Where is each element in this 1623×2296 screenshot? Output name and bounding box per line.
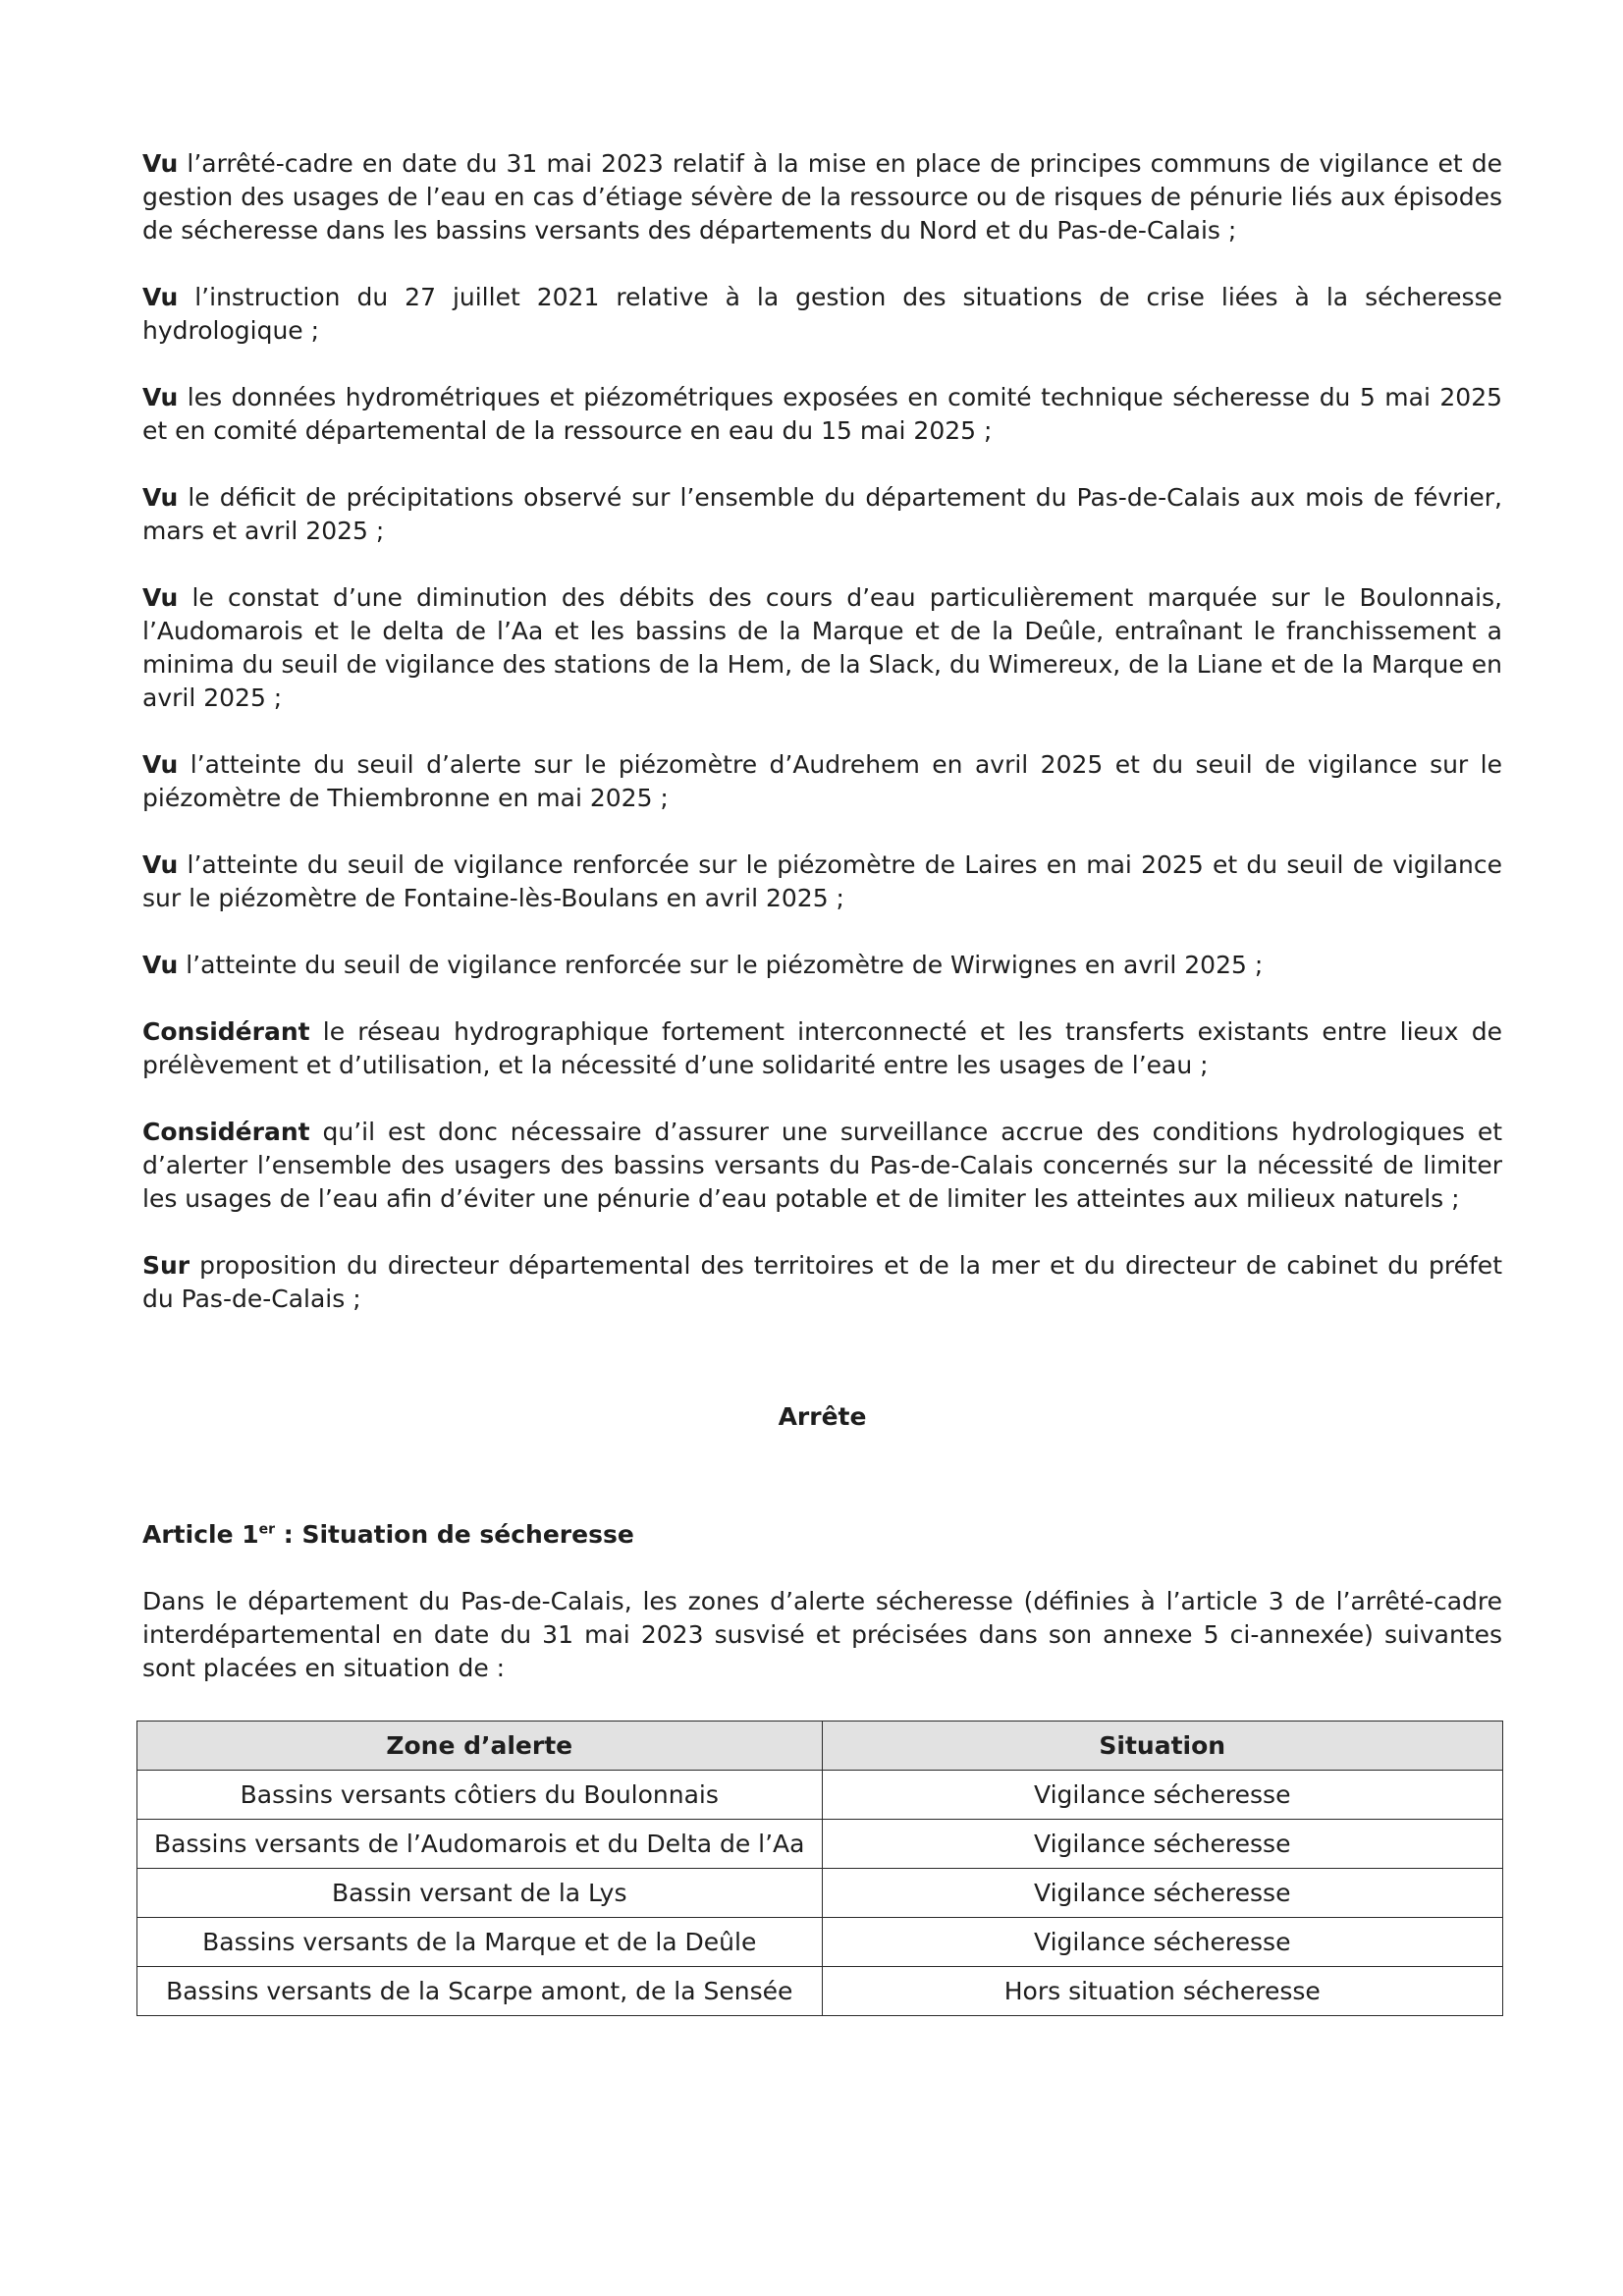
consideration-paragraph (142, 281, 1502, 348)
consideration-text: les données hydrométriques et piézométriques exposées en comité technique sécheresse du 5 mai 2025 et en comité départemental de la ressource en eau du 15 mai 2025 ; (142, 383, 1502, 445)
consideration-paragraph (142, 1116, 1502, 1216)
considerations-list (142, 147, 1502, 1316)
situation-cell: Vigilance sécheresse (822, 1918, 1503, 1967)
consideration-paragraph (142, 748, 1502, 815)
table-row (137, 1967, 1503, 2016)
column-header-zone: Zone d’alerte (137, 1722, 823, 1771)
zone-cell: Bassins versants côtiers du Boulonnais (137, 1771, 823, 1820)
table-header-row (137, 1722, 1503, 1771)
consideration-text: l’arrêté-cadre en date du 31 mai 2023 relatif à la mise en place de principes communs de vigilance et de gestion des usages de l’eau en cas d’étiage sévère de la ressource ou de risques de pénurie liés aux épisodes de sécheresse dans les bassins versants des départements du Nord et du Pas-de-Calais ; (142, 149, 1502, 245)
article-intro: Dans le département du Pas-de-Calais, les zones d’alerte sécheresse (définies à l’article 3 de l’arrêté-cadre interdépartemental en date du 31 mai 2023 susvisé et précisées dans son annexe 5 ci-annexée) suivantes sont placées en situation de : (142, 1587, 1502, 1682)
situation-cell: Vigilance sécheresse (822, 1820, 1503, 1869)
consideration-paragraph (142, 581, 1502, 715)
consideration-paragraph (142, 381, 1502, 448)
consideration-paragraph (142, 1249, 1502, 1316)
situation-cell: Hors situation sécheresse (822, 1967, 1503, 2016)
table-row (137, 1820, 1503, 1869)
article-title-text: : Situation de sécheresse (275, 1520, 634, 1549)
consideration-lead: Vu (142, 483, 179, 512)
consideration-text: l’atteinte du seuil de vigilance renforcée sur le piézomètre de Wirwignes en avril 2025 ; (178, 951, 1264, 979)
table-row (137, 1771, 1503, 1820)
consideration-text: qu’il est donc nécessaire d’assurer une surveillance accrue des conditions hydrologiques et d’alerter l’ensemble des usagers des bassins versants du Pas-de-Calais concernés sur la nécessité de limiter les usages de l’eau afin d’éviter une pénurie d’eau potable et de limiter les atteintes aux milieux naturels ; (142, 1118, 1502, 1213)
consideration-text: l’atteinte du seuil d’alerte sur le piézomètre d’Audrehem en avril 2025 et du seuil de vigilance sur le piézomètre de Thiembronne en mai 2025 ; (142, 750, 1502, 812)
consideration-lead: Vu (142, 283, 179, 311)
consideration-lead: Vu (142, 750, 179, 779)
consideration-text: le réseau hydrographique fortement interconnecté et les transferts existants entre lieux de prélèvement et d’utilisation, et la nécessité d’une solidarité entre les usages de l’eau ; (142, 1017, 1502, 1079)
consideration-lead: Vu (142, 583, 179, 612)
consideration-paragraph (142, 1015, 1502, 1082)
situation-cell: Vigilance sécheresse (822, 1869, 1503, 1918)
consideration-paragraph (142, 848, 1502, 915)
consideration-paragraph (142, 481, 1502, 548)
table-row (137, 1869, 1503, 1918)
article-number: Article 1 (142, 1520, 259, 1549)
consideration-lead: Considérant (142, 1017, 310, 1046)
article-number-suffix: er (258, 1521, 276, 1538)
consideration-lead: Sur (142, 1251, 190, 1280)
article-title (142, 1518, 1502, 1552)
zone-cell: Bassins versants de la Marque et de la Deûle (137, 1918, 823, 1967)
zone-cell: Bassins versants de la Scarpe amont, de la Sensée (137, 1967, 823, 2016)
alert-zones-table (136, 1721, 1503, 2016)
zone-cell: Bassin versant de la Lys (137, 1869, 823, 1918)
consideration-lead: Vu (142, 149, 179, 178)
table-row (137, 1918, 1503, 1967)
consideration-lead: Considérant (142, 1118, 310, 1146)
consideration-lead: Vu (142, 383, 179, 411)
situation-cell: Vigilance sécheresse (822, 1771, 1503, 1820)
consideration-text: l’instruction du 27 juillet 2021 relative à la gestion des situations de crise liées à la sécheresse hydrologique ; (142, 283, 1502, 345)
consideration-text: l’atteinte du seuil de vigilance renforcée sur le piézomètre de Laires en mai 2025 et du seuil de vigilance sur le piézomètre de Fontaine-lès-Boulans en avril 2025 ; (142, 850, 1502, 912)
consideration-paragraph (142, 949, 1502, 982)
consideration-text: proposition du directeur départemental des territoires et de la mer et du directeur de cabinet du préfet du Pas-de-Calais ; (142, 1251, 1502, 1313)
consideration-lead: Vu (142, 850, 179, 879)
decision-heading: Arrête (778, 1402, 867, 1431)
consideration-lead: Vu (142, 951, 179, 979)
consideration-paragraph (142, 147, 1502, 247)
consideration-text: le constat d’une diminution des débits des cours d’eau particulièrement marquée sur le Boulonnais, l’Audomarois et le delta de l’Aa et les bassins de la Marque et de la Deûle, entraînant le franchissement a minima du seuil de vigilance des stations de la Hem, de la Slack, du Wimereux, de la Liane et de la Marque en avril 2025 ; (142, 583, 1502, 712)
zone-cell: Bassins versants de l’Audomarois et du Delta de l’Aa (137, 1820, 823, 1869)
consideration-text: le déficit de précipitations observé sur l’ensemble du département du Pas-de-Calais aux mois de février, mars et avril 2025 ; (142, 483, 1502, 545)
document-body (142, 147, 1502, 2016)
column-header-situation: Situation (822, 1722, 1503, 1771)
